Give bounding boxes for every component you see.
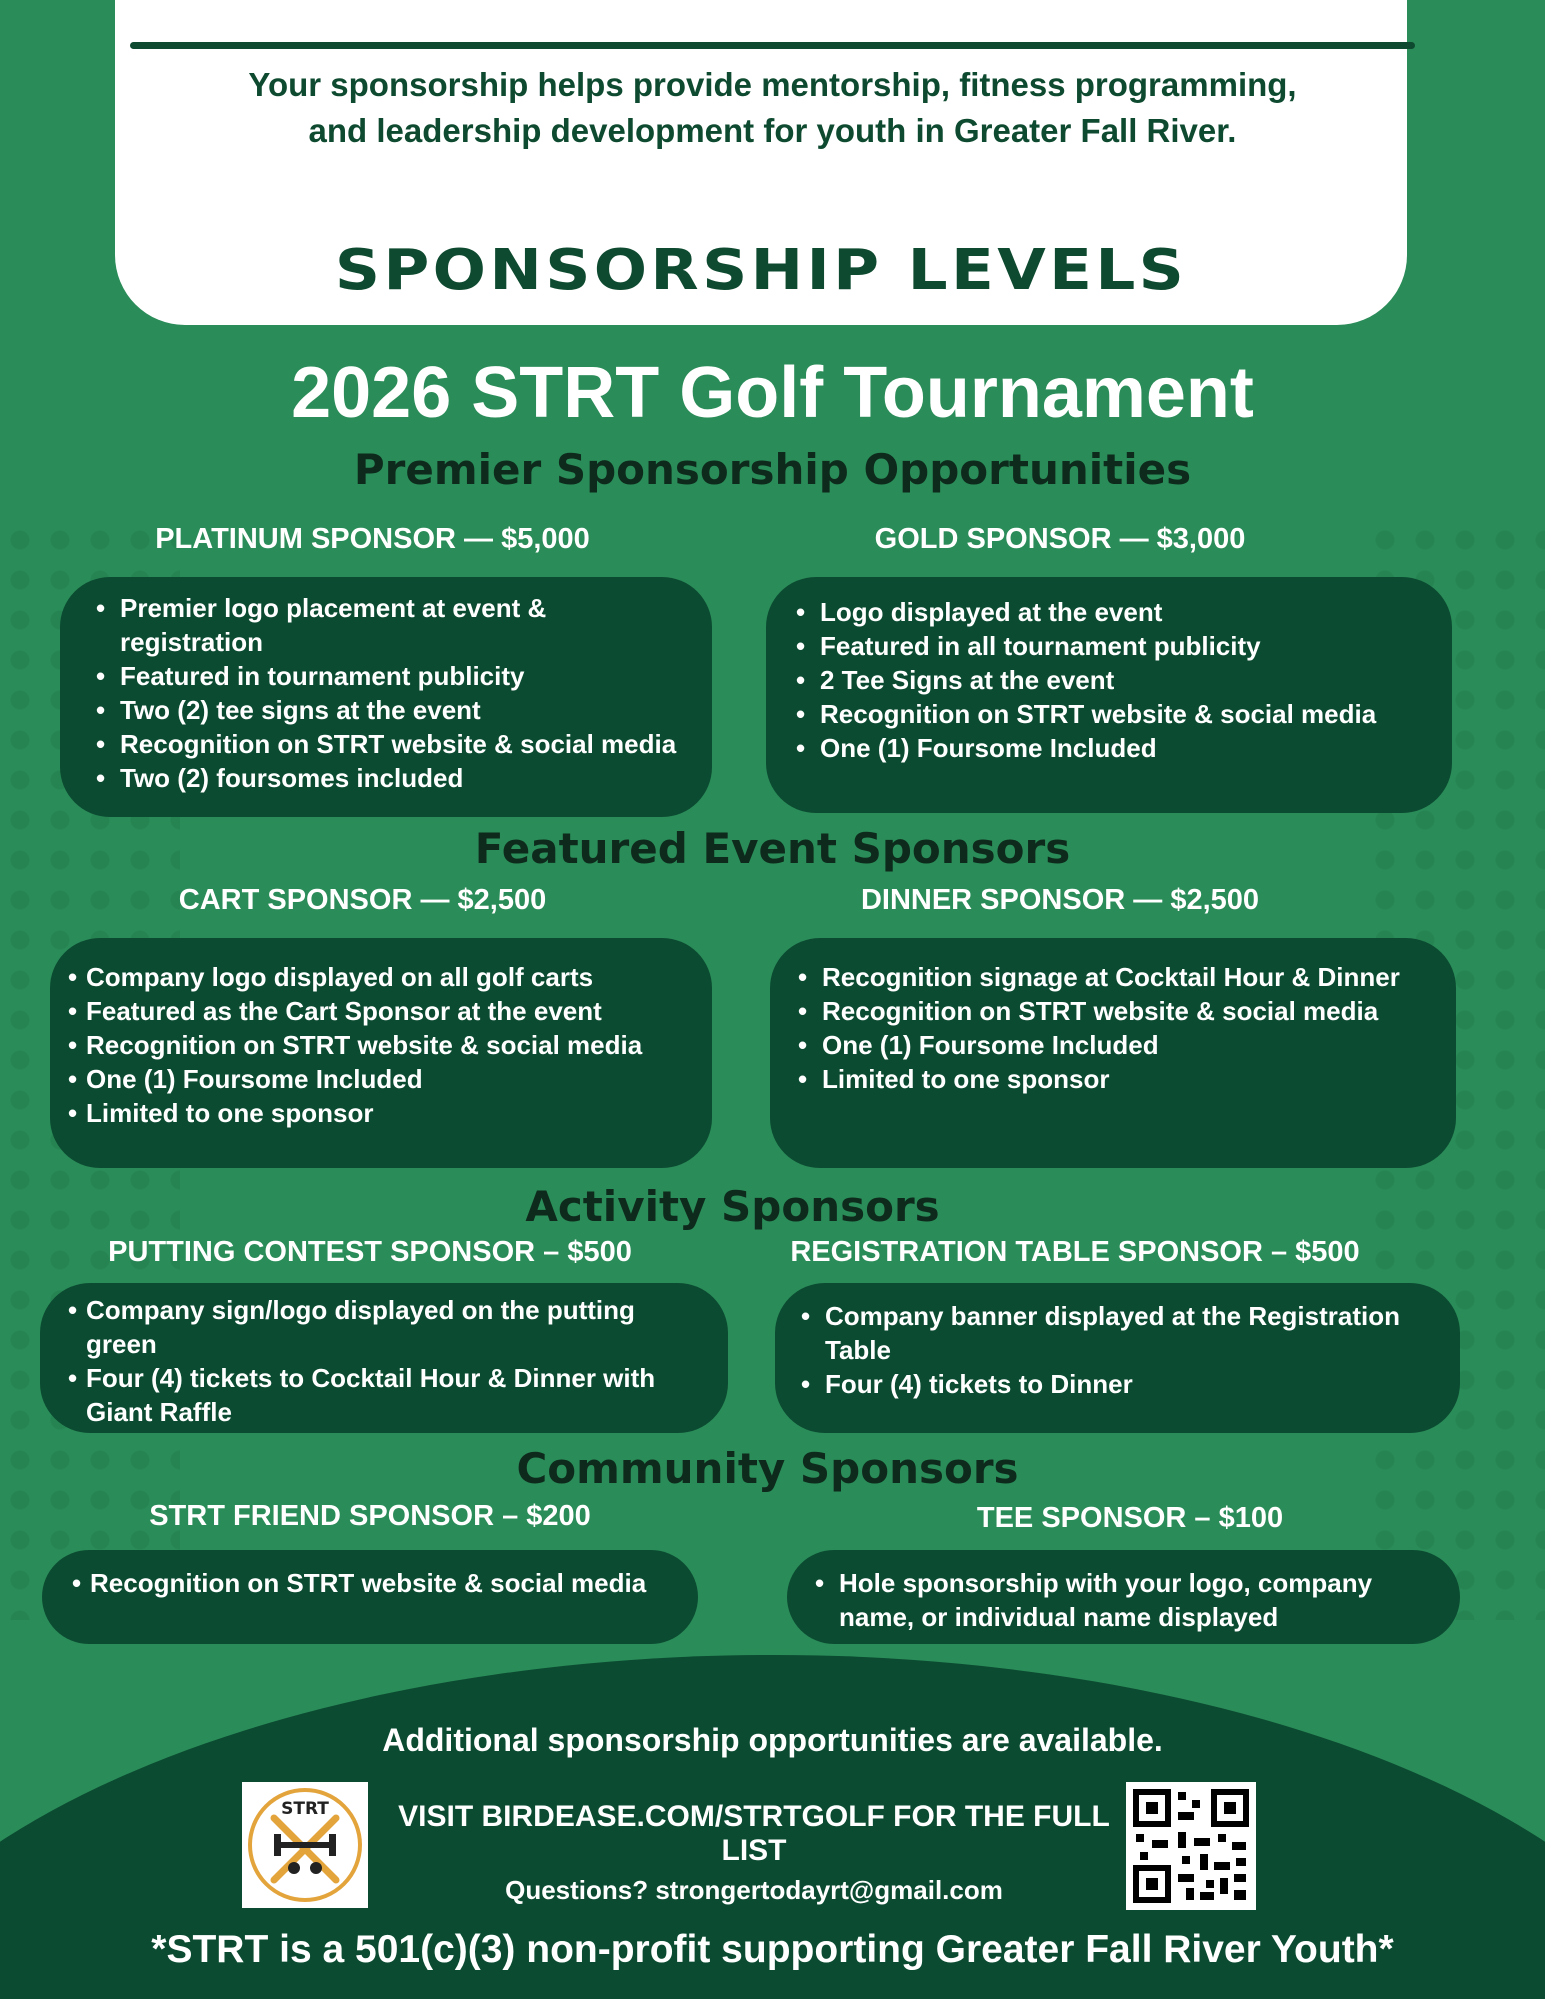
benefit-item: • Company banner displayed at the Registration Table	[797, 1299, 1440, 1367]
tier-list-friend	[68, 1566, 678, 1600]
benefit-item: • 2 Tee Signs at the event	[792, 663, 1422, 697]
strt-logo-graphic	[242, 1782, 368, 1908]
tier-box-platinum	[60, 577, 712, 817]
section-title-premier: Premier Sponsorship Opportunities	[353, 445, 1192, 494]
benefit-item: • Two (2) foursomes included	[92, 761, 690, 795]
benefit-item: • Company logo displayed on all golf carts	[64, 960, 692, 994]
benefit-item: • Premier logo placement at event & registration	[92, 591, 690, 659]
visit-website-link[interactable]: VISIT BIRDEASE.COM/STRTGOLF FOR THE FULL LIST	[398, 1800, 1110, 1867]
benefit-item: • Hole sponsorship with your logo, company name, or individual name displayed	[811, 1566, 1436, 1634]
additional-opportunities-text: Additional sponsorship opportunities are available.	[382, 1722, 1163, 1758]
benefit-item: • One (1) Foursome Included	[64, 1062, 692, 1096]
sponsorship-levels-heading: SPONSORSHIP LEVELS	[334, 238, 1188, 303]
tier-label-tee: TEE SPONSOR – $100	[976, 1502, 1284, 1534]
section-title-community: Community Sponsors	[516, 1444, 1019, 1493]
benefit-item: • Recognition on STRT website & social media	[92, 727, 690, 761]
event-title: 2026 STRT Golf Tournament	[291, 353, 1254, 433]
tier-list-tee	[811, 1566, 1436, 1634]
benefit-item: • Company sign/logo displayed on the putting green	[64, 1293, 706, 1361]
benefit-item: • Recognition on STRT website & social media	[64, 1028, 692, 1062]
strt-logo	[242, 1782, 368, 1908]
tier-list-platinum	[92, 591, 690, 795]
tier-label-friend: STRT FRIEND SPONSOR – $200	[149, 1500, 591, 1532]
tier-box-tee	[787, 1550, 1460, 1644]
nonprofit-footer: *STRT is a 501(c)(3) non-profit supporting Greater Fall River Youth*	[151, 1928, 1394, 1971]
tier-list-cart	[64, 960, 692, 1130]
tier-list-registration	[797, 1299, 1440, 1401]
benefit-item: • Four (4) tickets to Dinner	[797, 1367, 1440, 1401]
benefit-item: • Recognition on STRT website & social media	[792, 697, 1422, 731]
tier-label-putting: PUTTING CONTEST SPONSOR – $500	[108, 1236, 632, 1268]
intro-text: Your sponsorship helps provide mentorship, fitness programming, and leadership development for youth in Greater Fall River.	[248, 66, 1297, 149]
tier-list-dinner	[794, 960, 1426, 1096]
benefit-item: • Recognition on STRT website & social media	[68, 1566, 678, 1600]
benefit-item: • Recognition signage at Cocktail Hour & Dinner	[794, 960, 1426, 994]
questions-email[interactable]: Questions? strongertodayrt@gmail.com	[505, 1875, 1003, 1905]
benefit-item: • One (1) Foursome Included	[792, 731, 1422, 765]
header-divider	[130, 42, 1415, 49]
tier-box-dinner	[770, 938, 1456, 1168]
qr-code[interactable]	[1126, 1782, 1256, 1910]
strt-logo-text: STRT	[281, 1799, 329, 1819]
section-title-activity: Activity Sponsors	[525, 1182, 940, 1231]
benefit-item: • Logo displayed at the event	[792, 595, 1422, 629]
tier-box-gold	[766, 577, 1452, 813]
tier-list-gold	[792, 595, 1422, 765]
benefit-item: • Recognition on STRT website & social media	[794, 994, 1426, 1028]
section-title-featured: Featured Event Sponsors	[474, 824, 1071, 873]
tier-box-friend	[42, 1550, 698, 1644]
benefit-item: • Featured as the Cart Sponsor at the event	[64, 994, 692, 1028]
tier-label-cart: CART SPONSOR — $2,500	[178, 884, 547, 916]
tier-label-dinner: DINNER SPONSOR — $2,500	[860, 884, 1260, 916]
tier-box-registration	[775, 1283, 1460, 1433]
benefit-item: • Two (2) tee signs at the event	[92, 693, 690, 727]
tier-list-putting	[64, 1293, 706, 1429]
benefit-item: • Featured in tournament publicity	[92, 659, 690, 693]
tier-box-cart	[50, 938, 712, 1168]
qr-code-graphic	[1126, 1782, 1256, 1910]
benefit-item: • Limited to one sponsor	[64, 1096, 692, 1130]
tier-box-putting	[40, 1283, 728, 1433]
benefit-item: • One (1) Foursome Included	[794, 1028, 1426, 1062]
tier-label-platinum: PLATINUM SPONSOR — $5,000	[155, 523, 590, 555]
benefit-item: • Limited to one sponsor	[794, 1062, 1426, 1096]
tier-label-registration: REGISTRATION TABLE SPONSOR – $500	[790, 1236, 1360, 1268]
benefit-item: • Four (4) tickets to Cocktail Hour & Dinner with Giant Raffle	[64, 1361, 706, 1429]
tier-label-gold: GOLD SPONSOR — $3,000	[874, 523, 1246, 555]
benefit-item: • Featured in all tournament publicity	[792, 629, 1422, 663]
